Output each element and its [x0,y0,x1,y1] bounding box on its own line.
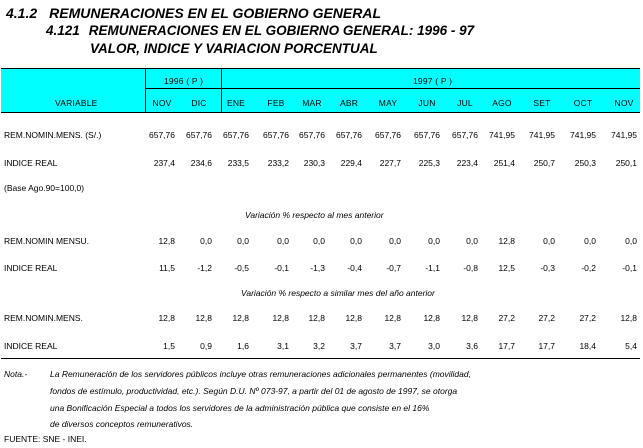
yoy-rem-cell: 12,8 [308,313,325,323]
var-rem-cell: 0,0 [350,236,362,246]
yoy-indice-cell: 3,2 [313,341,325,351]
indice-real-cell: 229,4 [340,158,362,168]
yoy-rem-cell: 12,8 [384,313,401,323]
base-note: (Base Ago.90=100,0) [4,183,85,193]
indice-real-cell: 233,2 [267,158,289,168]
rem-nomin-cell: 657,76 [414,130,440,140]
var-indice-cell: -0,2 [581,263,596,273]
section-number: 4.1.2 [6,5,38,21]
rem-nomin-cell: 657,76 [452,130,478,140]
month-header: DIC [191,98,207,108]
var-indice-cell: -0,5 [234,263,249,273]
indice-real-cell: 227,7 [379,158,401,168]
var-rem-cell: 0,0 [237,236,249,246]
var-rem-cell: 12,8 [498,236,515,246]
var-rem-cell: 0,0 [584,236,596,246]
section-title [6,5,381,21]
row-label-var-rem: REM.NOMIN MENSU. [4,236,89,246]
header-top-rule [1,68,640,69]
var-indice-cell: -0,3 [540,263,555,273]
indice-real-cell: 233,5 [227,158,249,168]
rem-nomin-cell: 741,95 [611,130,637,140]
var-indice-cell: -0,1 [274,263,289,273]
indice-real-cell: 223,4 [456,158,478,168]
month-header: NOV [152,98,172,108]
yoy-rem-cell: 27,2 [498,313,515,323]
row-label-indice-real: INDICE REAL [4,158,58,168]
var-indice-cell: -0,7 [386,263,401,273]
yoy-indice-cell: 18,4 [579,341,596,351]
month-header: MAR [302,98,322,108]
table-subtitle: VALOR, INDICE Y VARIACION PORCENTUAL [90,41,378,56]
month-header: ENE [226,98,246,108]
var-rem-cell: 0,0 [277,236,289,246]
yoy-indice-cell: 1,6 [237,341,249,351]
rem-nomin-cell: 657,76 [223,130,249,140]
rem-nomin-cell: 657,76 [375,130,401,140]
nota-line-2: fondos de estímulo, productividad, etc.). Según D.U. Nº 073-97, a partir del 01 de agosto de 1997, se otorga [50,386,458,396]
row-label-yoy-rem: REM.NOMIN.MENS. [4,313,83,323]
rem-nomin-cell: 657,76 [299,130,325,140]
var-rem-cell: 0,0 [466,236,478,246]
var-rem-cell: 0,0 [200,236,212,246]
nota-line-4: de diversos conceptos remunerativos. [50,419,194,429]
month-header: FEB [267,98,285,108]
yoy-rem-cell: 27,2 [579,313,596,323]
row-label-rem-nomin: REM.NOMIN.MENS. (S/.) [4,130,102,140]
var-rem-cell: 0,0 [543,236,555,246]
section-title-text: REMUNERACIONES EN EL GOBIERNO GENERAL [49,5,382,21]
table-number: 4.121 [46,23,80,38]
var-rem-cell: 0,0 [625,236,637,246]
nota-line-3: una Bonificación Especial a todos los servidores de la administración pública que consiste en el 16% [50,403,430,413]
month-header: AGO [492,98,512,108]
var-indice-cell: -1,3 [310,263,325,273]
rem-nomin-cell: 741,95 [489,130,515,140]
section-label-yoy-variation: Variación % respecto a similar mes del año anterior [241,288,435,298]
month-header: OCT [573,98,593,108]
yoy-indice-cell: 3,6 [466,341,478,351]
indice-real-cell: 250,1 [615,158,637,168]
yoy-rem-cell: 12,8 [461,313,478,323]
rem-nomin-cell: 741,95 [529,130,555,140]
var-rem-cell: 0,0 [428,236,440,246]
yoy-indice-cell: 0,9 [200,341,212,351]
year-1997-header: 1997 ( P ) [413,76,453,86]
yoy-indice-cell: 3,7 [389,341,401,351]
row-label-var-indice: INDICE REAL [4,263,58,273]
var-indice-cell: -1,2 [197,263,212,273]
rem-nomin-cell: 657,76 [149,130,175,140]
var-indice-cell: -1,1 [425,263,440,273]
rem-nomin-cell: 741,95 [570,130,596,140]
yoy-rem-cell: 27,2 [538,313,555,323]
table-bottom-rule [1,358,640,359]
yoy-rem-cell: 12,8 [272,313,289,323]
yoy-indice-cell: 3,1 [277,341,289,351]
header-mid-rule [145,88,640,89]
yoy-indice-cell: 3,0 [428,341,440,351]
rem-nomin-cell: 657,76 [336,130,362,140]
month-header: JUN [418,98,436,108]
month-header: ABR [339,98,359,108]
yoy-indice-cell: 17,7 [498,341,515,351]
row-label-yoy-indice: INDICE REAL [4,341,58,351]
table-title [46,23,474,38]
indice-real-cell: 230,3 [303,158,325,168]
indice-real-cell: 234,6 [190,158,212,168]
yoy-rem-cell: 12,8 [195,313,212,323]
nota-label: Nota.- [4,369,28,379]
section-label-monthly-variation: Variación % respecto al mes anterior [245,210,384,220]
indice-real-cell: 237,4 [153,158,175,168]
var-indice-cell: -0,4 [347,263,362,273]
var-rem-cell: 12,8 [158,236,175,246]
source-note: FUENTE: SNE - INEI. [4,434,87,444]
yoy-rem-cell: 12,8 [232,313,249,323]
month-header: NOV [614,98,634,108]
month-header: MAY [378,98,398,108]
yoy-rem-cell: 12,8 [423,313,440,323]
indice-real-cell: 250,3 [574,158,596,168]
yoy-rem-cell: 12,8 [158,313,175,323]
rem-nomin-cell: 657,76 [263,130,289,140]
var-rem-cell: 0,0 [389,236,401,246]
indice-real-cell: 251,4 [493,158,515,168]
indice-real-cell: 225,3 [418,158,440,168]
header-bottom-rule [1,112,640,113]
year-1996-header: 1996 ( P ) [164,76,204,86]
yoy-indice-cell: 5,4 [625,341,637,351]
month-header: JUL [457,98,473,108]
var-indice-cell: 12,5 [498,263,515,273]
nota-line-1: La Remuneración de los servidores públicos incluye otras remuneraciones adicionales permanentes (movilidad, [50,369,471,379]
var-indice-cell: -0,1 [622,263,637,273]
yoy-rem-cell: 12,8 [620,313,637,323]
month-header: SET [533,98,551,108]
rem-nomin-cell: 657,76 [186,130,212,140]
var-rem-cell: 0,0 [313,236,325,246]
yoy-indice-cell: 3,7 [350,341,362,351]
yoy-rem-cell: 12,8 [345,313,362,323]
table-title-text: REMUNERACIONES EN EL GOBIERNO GENERAL: 1996 - 97 [88,23,475,38]
yoy-indice-cell: 1,5 [163,341,175,351]
yoy-indice-cell: 17,7 [538,341,555,351]
var-indice-cell: 11,5 [159,263,175,273]
indice-real-cell: 250,7 [533,158,555,168]
variable-header: VARIABLE [55,98,98,108]
var-indice-cell: -0,8 [463,263,478,273]
